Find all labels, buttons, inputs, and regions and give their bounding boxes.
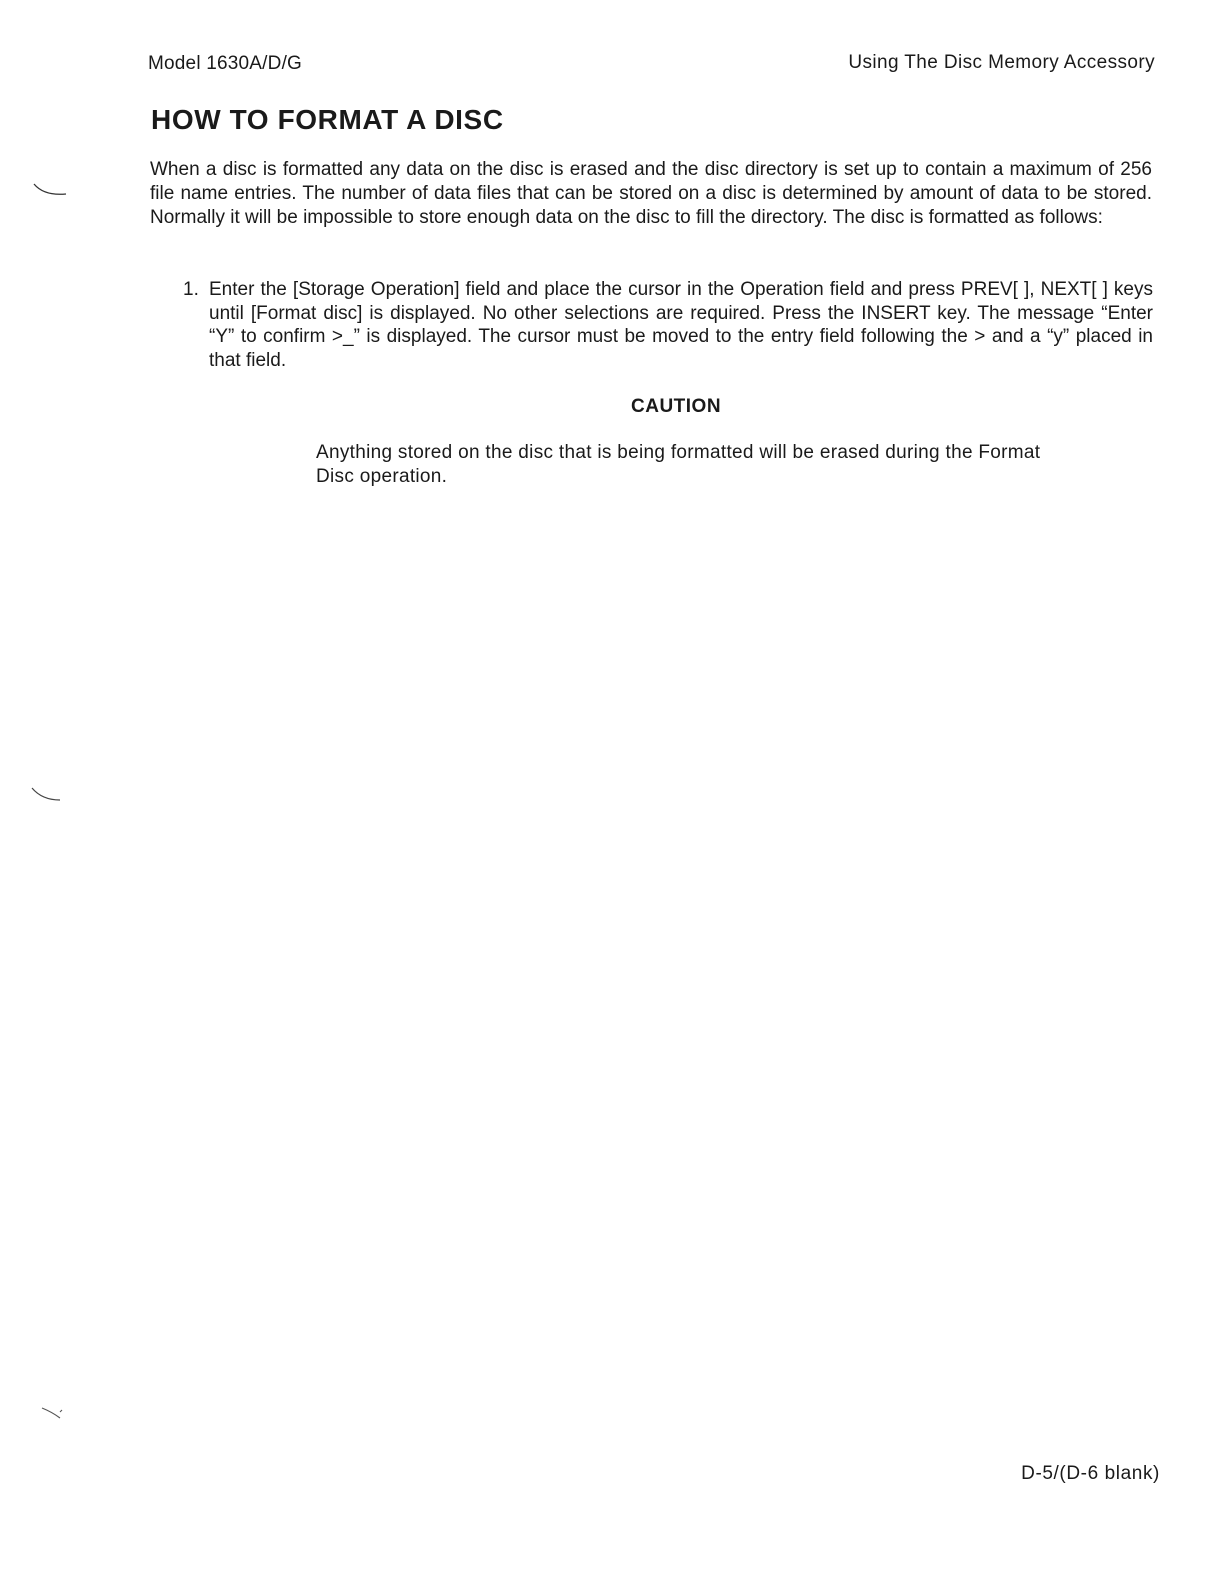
punch-hole-mark <box>28 782 64 806</box>
step-number: 1. <box>183 279 199 300</box>
list-item <box>183 278 1153 372</box>
header-section: Using The Disc Memory Accessory <box>848 52 1155 73</box>
intro-paragraph: When a disc is formatted any data on the disc is erased and the disc directory is set up to contain a maximum of 256 file name entries. The number of data files that can be stored on a disc is determined by amount of data to be stored. Normally it will be impossible to store enough data on the disc to fill the directory. The disc is formatted as follows: <box>150 159 1152 228</box>
page-title: HOW TO FORMAT A DISC <box>151 104 504 135</box>
step-text: Enter the [Storage Operation] field and place the cursor in the Operation field and press PREV[ ], NEXT[ ] keys until [Format disc] is displayed. No other selections are required. Press the INSERT key. The message “Enter “Y” to confirm >_” is displayed. The cursor must be moved to the entry field following the > and a “y” placed in that field. <box>209 279 1153 371</box>
caution-text: Anything stored on the disc that is being formatted will be erased during the Format Disc operation. <box>316 442 1041 487</box>
steps-list <box>183 278 1153 372</box>
header-model: Model 1630A/D/G <box>148 53 303 74</box>
caution-heading: CAUTION <box>631 396 722 417</box>
page-number: D-5/(D-6 blank) <box>1021 1463 1160 1484</box>
punch-hole-mark <box>30 180 70 204</box>
punch-hole-mark <box>38 1400 66 1422</box>
